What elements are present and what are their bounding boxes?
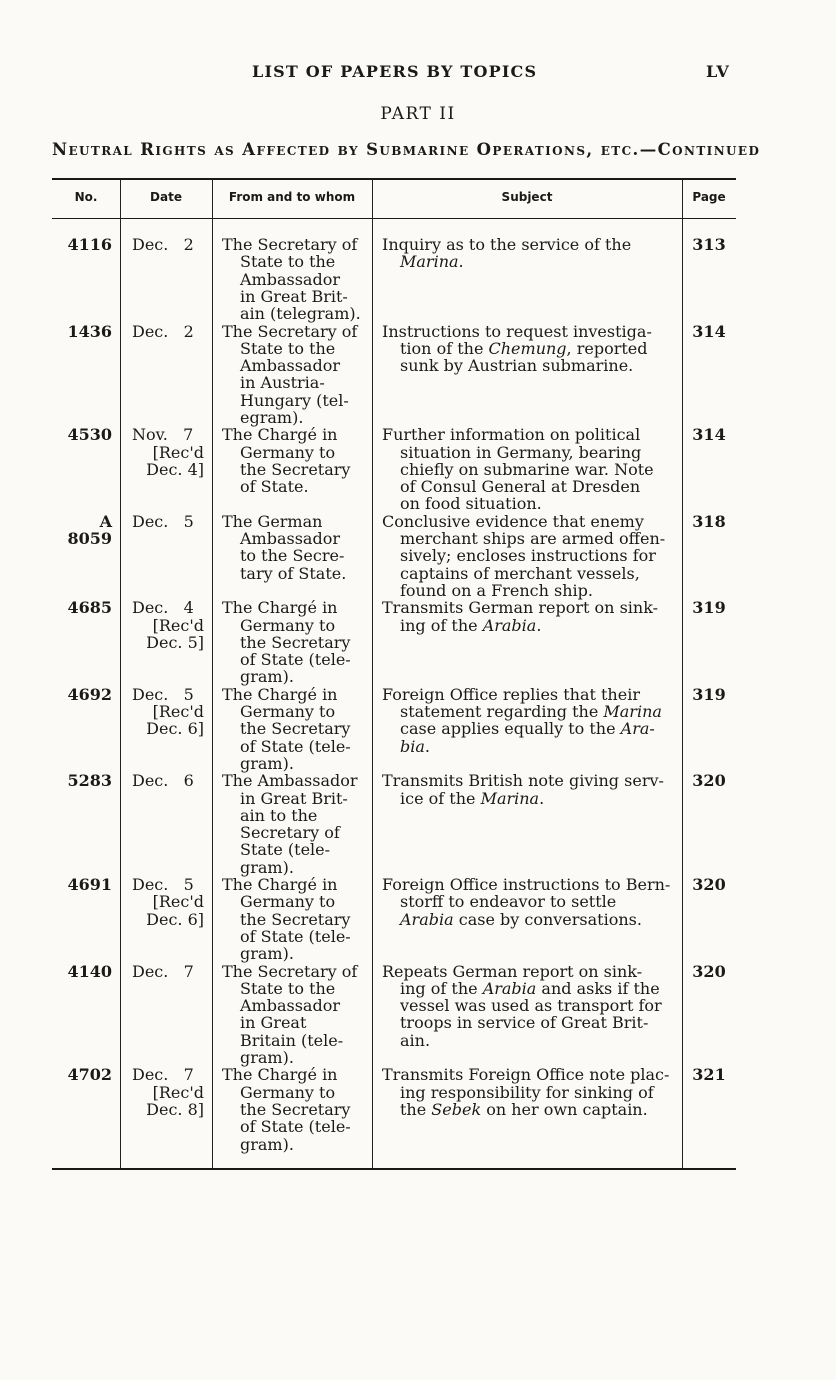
paper-number: 4692 [67, 684, 112, 704]
subject [382, 513, 676, 599]
paper-number: 1436 [67, 321, 112, 341]
from-line: State to the [240, 338, 336, 358]
subject-line: Instructions to request investiga- [382, 321, 652, 341]
subject-line: storff to endeavor to settle [400, 892, 617, 912]
table-top-rule [52, 178, 736, 180]
from-line: ain to the [240, 805, 318, 825]
subject-line: Foreign Office instructions to Bern- [382, 875, 671, 895]
subject-line: Further information on political [382, 425, 641, 445]
from-line: The Secretary of [222, 961, 358, 981]
subject-line: ing of the Arabia and asks if the [400, 978, 660, 998]
from-line: of State (tele- [240, 1117, 351, 1137]
column-header-page: Page [692, 190, 726, 204]
from-line: the Secretary [240, 909, 351, 929]
subject [382, 686, 676, 755]
page-reference: 314 [692, 321, 726, 341]
paper-number: 5283 [67, 771, 112, 791]
table-row [52, 686, 736, 773]
column-header-no: No. [74, 190, 98, 204]
subject-line: Transmits German report on sink- [382, 598, 659, 618]
from-line: Germany to [240, 702, 336, 722]
from-to-whom [222, 599, 365, 685]
from-line: ain (telegram). [240, 304, 361, 324]
subject-line: Inquiry as to the service of the [382, 235, 632, 254]
subject-line: Transmits Foreign Office note plac- [382, 1065, 670, 1085]
page-reference: 318 [692, 511, 726, 531]
subject [382, 772, 676, 807]
page-reference: 319 [692, 598, 726, 618]
subject [382, 1066, 676, 1118]
from-line: Ambassador [240, 356, 340, 376]
from-line: of State (tele- [240, 926, 351, 946]
from-to-whom [222, 686, 365, 772]
table-row [52, 963, 736, 1067]
subject-line: on food situation. [400, 494, 542, 514]
date-line: [Rec'd [152, 615, 204, 635]
table-row [52, 599, 736, 686]
table-row [52, 772, 736, 876]
from-line: in Great Brit- [240, 286, 348, 306]
paper-date [132, 236, 204, 253]
page-reference: 319 [692, 684, 726, 704]
running-title: LIST OF PAPERS BY TOPICS [252, 62, 538, 81]
from-to-whom [222, 876, 365, 962]
subject-line: Arabia case by conversations. [400, 909, 642, 929]
from-line: The Chargé in [222, 598, 338, 618]
from-line: The German [222, 511, 323, 531]
paper-number: A 8059 [67, 511, 112, 549]
date-line: Dec. 8] [146, 1099, 204, 1119]
paper-number: 4530 [67, 425, 112, 445]
from-line: the Secretary [240, 1099, 351, 1119]
subject-line: troops in service of Great Brit- [400, 1013, 649, 1033]
subject-line: vessel was used as transport for [400, 996, 662, 1016]
date-line: Dec. 5 [132, 511, 194, 531]
table-row [52, 1066, 736, 1153]
subject-line: the Sebek on her own captain. [400, 1099, 648, 1119]
subject-line: ain. [400, 1030, 431, 1050]
from-to-whom [222, 1066, 365, 1152]
from-line: in Great Brit- [240, 788, 348, 808]
subject-line: Transmits British note giving serv- [382, 771, 664, 791]
subject-line: ice of the Marina. [400, 788, 545, 808]
from-line: in Great [240, 1013, 307, 1033]
date-line: Dec. 4 [132, 598, 194, 618]
subject-line: tion of the Chemung, reported [400, 338, 648, 358]
page-reference: 314 [692, 425, 726, 445]
table-row [52, 236, 736, 323]
from-to-whom [222, 772, 365, 876]
paper-date [132, 686, 204, 738]
from-line: gram). [240, 753, 294, 773]
table-row [52, 426, 736, 513]
subject-line: situation in Germany, bearing [400, 442, 642, 462]
date-line: [Rec'd [152, 702, 204, 722]
subject [382, 876, 676, 928]
paper-date [132, 599, 204, 651]
from-line: Ambassador [240, 269, 340, 289]
table-row [52, 323, 736, 427]
from-line: Ambassador [240, 529, 340, 549]
from-line: egram). [240, 407, 304, 427]
from-line: the Secretary [240, 459, 351, 479]
subject-line: bia. [400, 736, 430, 756]
part-heading: PART II [380, 104, 456, 124]
date-line: Dec. 4] [146, 459, 204, 479]
date-line: Dec. 5 [132, 875, 194, 895]
from-line: The Secretary of [222, 321, 358, 341]
subject-line: ing of the Arabia. [400, 615, 542, 635]
subject-line: of Consul General at Dresden [400, 477, 641, 497]
from-line: Hungary (tel- [240, 390, 349, 410]
from-line: Germany to [240, 615, 336, 635]
subject-line: captains of merchant vessels, [400, 563, 640, 583]
subject [382, 323, 676, 375]
subject-line: chiefly on submarine war. Note [400, 459, 654, 479]
from-line: gram). [240, 1048, 294, 1068]
page-reference: 320 [692, 875, 726, 895]
from-line: to the Secre- [240, 546, 345, 566]
from-to-whom [222, 236, 365, 322]
from-line: Ambassador [240, 996, 340, 1016]
date-line: Dec. 7 [132, 1065, 194, 1085]
from-line: gram). [240, 667, 294, 687]
from-line: gram). [240, 857, 294, 877]
page-reference: 321 [692, 1065, 726, 1085]
date-line: [Rec'd [152, 442, 204, 462]
table-bottom-rule [52, 1168, 736, 1170]
paper-date [132, 323, 204, 340]
from-to-whom [222, 426, 365, 495]
table-header-rule [52, 218, 736, 219]
from-line: of State (tele- [240, 736, 351, 756]
column-header-date: Date [150, 190, 182, 204]
subject-line: ing responsibility for sinking of [400, 1082, 654, 1102]
date-line: Dec. 2 [132, 321, 194, 341]
subject-line: merchant ships are armed offen- [400, 529, 666, 549]
date-line: Dec. 5 [132, 684, 194, 704]
paper-number: 4685 [67, 598, 112, 618]
page-reference: 320 [692, 771, 726, 791]
date-line: [Rec'd [152, 1082, 204, 1102]
date-line: Dec. 5] [146, 632, 204, 652]
from-line: Germany to [240, 892, 336, 912]
paper-date [132, 513, 204, 530]
table-row [52, 513, 736, 600]
table-row [52, 876, 736, 963]
paper-number: 4116 [67, 235, 112, 254]
from-line: Britain (tele- [240, 1030, 344, 1050]
paper-date [132, 876, 204, 928]
from-line: The Chargé in [222, 684, 338, 704]
subject-line: found on a French ship. [400, 580, 593, 600]
from-line: The Chargé in [222, 1065, 338, 1085]
subject-line: statement regarding the Marina [400, 702, 662, 722]
from-line: of State. [240, 477, 309, 497]
subject [382, 426, 676, 512]
from-line: in Austria- [240, 373, 325, 393]
from-line: The Chargé in [222, 875, 338, 895]
paper-date [132, 963, 204, 980]
subject [382, 963, 676, 1049]
date-line: Dec. 2 [132, 235, 194, 254]
paper-date [132, 1066, 204, 1118]
running-head [0, 62, 836, 86]
from-line: State to the [240, 252, 336, 272]
date-line: [Rec'd [152, 892, 204, 912]
paper-number: 4140 [67, 961, 112, 981]
from-line: of State (tele- [240, 650, 351, 670]
subject [382, 599, 676, 634]
from-line: gram). [240, 1134, 294, 1154]
from-line: the Secretary [240, 632, 351, 652]
from-line: the Secretary [240, 719, 351, 739]
column-header-subject: Subject [501, 190, 553, 204]
subject-line: case applies equally to the Ara- [400, 719, 655, 739]
from-to-whom [222, 323, 365, 427]
from-line: gram). [240, 944, 294, 964]
from-line: Germany to [240, 1082, 336, 1102]
from-line: The Ambassador [222, 771, 358, 791]
column-header-from: From and to whom [228, 190, 356, 204]
from-to-whom [222, 513, 365, 582]
from-line: State (tele- [240, 840, 331, 860]
from-line: Germany to [240, 442, 336, 462]
from-line: State to the [240, 978, 336, 998]
page-number: LV [706, 62, 730, 81]
section-title: Neutral Rights as Affected by Submarine Operations, etc.—Continued [52, 140, 761, 159]
date-line: Nov. 7 [132, 425, 194, 445]
paper-date [132, 772, 204, 789]
from-line: tary of State. [240, 563, 347, 583]
papers-table [52, 178, 736, 1170]
subject-line: Marina. [400, 252, 464, 272]
page-reference: 313 [692, 235, 726, 254]
from-line: The Chargé in [222, 425, 338, 445]
subject [382, 236, 676, 271]
page-reference: 320 [692, 961, 726, 981]
date-line: Dec. 6 [132, 771, 194, 791]
subject-line: Foreign Office replies that their [382, 684, 640, 704]
from-line: The Secretary of [222, 235, 358, 254]
from-to-whom [222, 963, 365, 1067]
paper-date [132, 426, 204, 478]
subject-line: sunk by Austrian submarine. [400, 356, 634, 376]
date-line: Dec. 6] [146, 909, 204, 929]
subject-line: Repeats German report on sink- [382, 961, 643, 981]
date-line: Dec. 6] [146, 719, 204, 739]
from-line: Secretary of [240, 823, 340, 843]
subject-line: sively; encloses instructions for [400, 546, 656, 566]
paper-number: 4691 [67, 875, 112, 895]
subject-line: Conclusive evidence that enemy [382, 511, 644, 531]
paper-number: 4702 [67, 1065, 112, 1085]
date-line: Dec. 7 [132, 961, 194, 981]
